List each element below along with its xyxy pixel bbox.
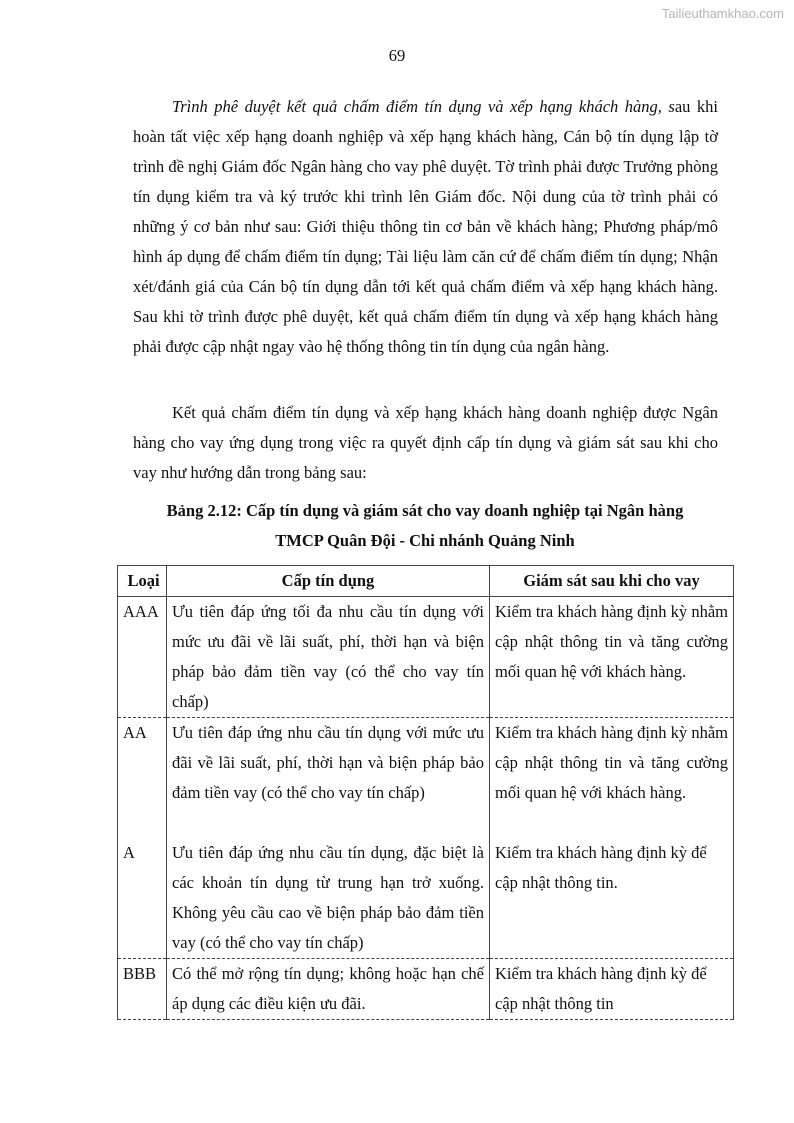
paragraph-approval xyxy=(133,92,718,362)
table-caption-line1: Bảng 2.12: Cấp tín dụng và giám sát cho vay doanh nghiệp tại Ngân hàng xyxy=(166,501,684,520)
table-row xyxy=(118,959,734,1020)
cell-monitoring: Kiểm tra khách hàng định kỳ nhằm cập nhật thông tin và tăng cường mối quan hệ với khách hàng. xyxy=(490,718,734,839)
cell-monitoring: Kiểm tra khách hàng định kỳ nhằm cập nhật thông tin và tăng cường mối quan hệ với khách hàng. xyxy=(490,597,734,718)
header-cap-tin-dung: Cấp tín dụng xyxy=(167,566,490,597)
header-giam-sat: Giám sát sau khi cho vay xyxy=(490,566,734,597)
cell-grade: A xyxy=(118,838,167,959)
table-row xyxy=(118,718,734,839)
cell-monitoring: Kiểm tra khách hàng định kỳ để cập nhật thông tin xyxy=(490,959,734,1020)
cell-credit: Ưu tiên đáp ứng nhu cầu tín dụng, đặc biệt là các khoản tín dụng từ trung hạn trở xuống. Không yêu cầu cao về biện pháp bảo đảm tiền vay (có thể cho vay tín chấp) xyxy=(167,838,490,959)
watermark: Tailieuthamkhao.com xyxy=(661,6,784,21)
table-row xyxy=(118,597,734,718)
table-row xyxy=(118,838,734,959)
page-number: 69 xyxy=(388,46,406,65)
cell-grade: AAA xyxy=(118,597,167,718)
paragraph-application: Kết quả chấm điểm tín dụng và xếp hạng khách hàng doanh nghiệp được Ngân hàng cho vay ứng dụng trong việc ra quyết định cấp tín dụng và giám sát sau khi cho vay như hướng dẫn trong bảng sau: xyxy=(133,403,718,482)
cell-credit: Ưu tiên đáp ứng nhu cầu tín dụng với mức ưu đãi về lãi suất, phí, thời hạn và biện pháp bảo đảm tiền vay (có thể cho vay tín chấp) xyxy=(167,718,490,839)
paragraph-body: au khi hoàn tất việc xếp hạng doanh nghiệp và xếp hạng khách hàng, Cán bộ tín dụng lập tờ trình đề nghị Giám đốc Ngân hàng cho vay phê duyệt. Tờ trình phải được Trưởng phòng tín dụng kiểm tra và ký trước khi trình lên Giám đốc. Nội dung của tờ trình phải có những ý cơ bản như sau: Giới thiệu thông tin cơ bản về khách hàng; Phương pháp/mô hình áp dụng để chấm điểm tín dụng; Tài liệu làm căn cứ để chấm điểm tín dụng; Nhận xét/đánh giá của Cán bộ tín dụng dẫn tới kết quả chấm điểm và xếp hạng khách hàng. Sau khi tờ trình được phê duyệt, kết quả chấm điểm tín dụng và xếp hạng khách hàng phải được cập nhật ngay vào hệ thống thông tin tín dụng của ngân hàng. xyxy=(133,97,718,356)
cell-grade: BBB xyxy=(118,959,167,1020)
cell-credit: Ưu tiên đáp ứng tối đa nhu cầu tín dụng với mức ưu đãi về lãi suất, phí, thời hạn và biện pháp bảo đảm tiền vay (có thể cho vay tín chấp) xyxy=(167,597,490,718)
paragraph-italic-lead: Trình phê duyệt kết quả chấm điểm tín dụng và xếp hạng khách hàng, s xyxy=(172,97,675,116)
cell-monitoring: Kiểm tra khách hàng định kỳ để cập nhật thông tin. xyxy=(490,838,734,959)
table-caption-line2: TMCP Quân Đội - Chi nhánh Quảng Ninh xyxy=(275,531,575,550)
table-header-row xyxy=(118,566,734,597)
cell-grade: AA xyxy=(118,718,167,839)
credit-table xyxy=(117,565,734,1020)
cell-credit: Có thể mở rộng tín dụng; không hoặc hạn chế áp dụng các điều kiện ưu đãi. xyxy=(167,959,490,1020)
header-loai: Loại xyxy=(118,566,167,597)
